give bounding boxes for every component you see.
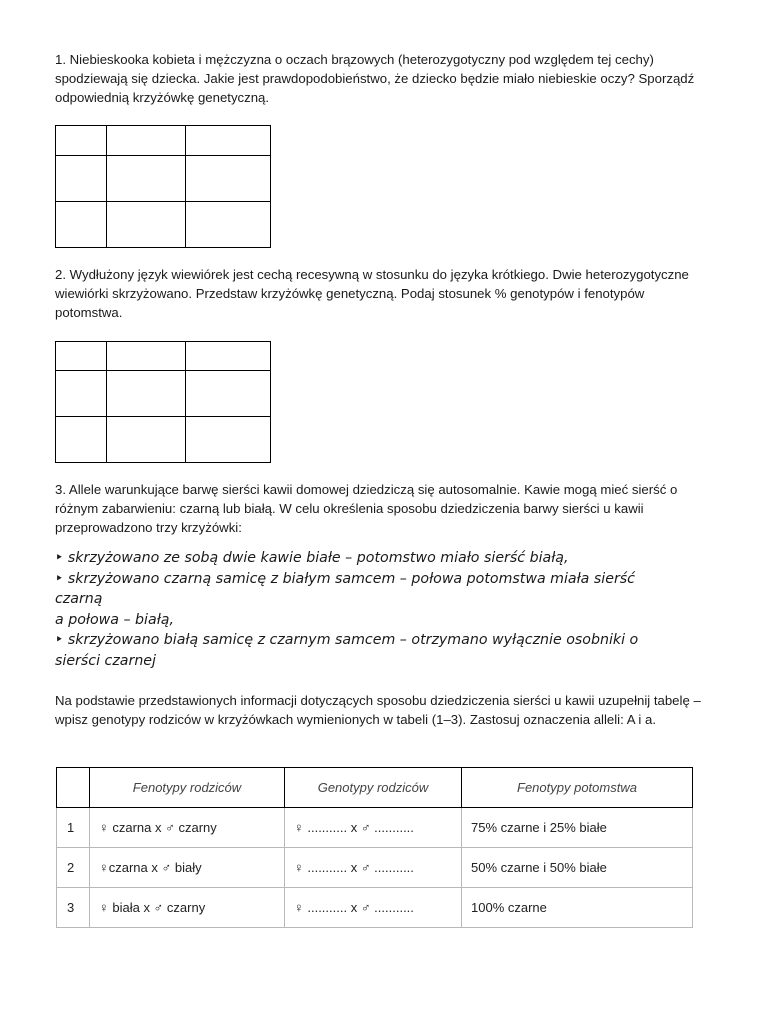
genotype-table bbox=[56, 767, 693, 928]
crossing-line: sierści czarnej bbox=[55, 652, 156, 669]
table-row: 1 ♀ czarna x ♂ czarny ♀ ........... x ♂ ........... 75% czarne i 25% białe bbox=[57, 808, 693, 848]
punnett-square-2 bbox=[55, 341, 271, 463]
crossing-line: ‣ skrzyżowano ze sobą dwie kawie białe – potomstwo miało sierść białą, bbox=[55, 550, 569, 566]
crossing-list bbox=[55, 548, 715, 671]
crossing-line: ‣ skrzyżowano czarną samicę z białym samcem – połowa potomstwa miała sierść bbox=[55, 570, 635, 587]
genotype-answer-field[interactable]: ♀ ........... x ♂ ........... bbox=[285, 888, 462, 928]
crossing-line: a połowa – białą, bbox=[55, 611, 174, 628]
genotype-answer-field[interactable]: ♀ ........... x ♂ ........... bbox=[285, 808, 462, 848]
header-phenotypes-offspring: Fenotypy potomstwa bbox=[462, 768, 693, 808]
question-3-instruction: Na podstawie przedstawionych informacji dotyczących sposobu dziedziczenia sierści u kawii uzupełnij tabelę – wpisz genotypy rodziców w krzyżówkach wymienionych w tabeli (1–3). Zastosuj oznaczenia alleli: A i a. bbox=[55, 693, 701, 727]
crossing-line: czarną bbox=[55, 591, 103, 607]
header-num bbox=[57, 768, 90, 808]
question-3-text: 3. Allele warunkujące barwę sierści kawii domowej dziedziczą się autosomalnie. Kawie mogą mieć sierść o różnym zabarwieniu: czarną lub białą. W celu określenia sposobu dziedziczenia barwy sierści u kawii przeprowadzono trzy krzyżówki: bbox=[55, 482, 678, 535]
genotype-answer-field[interactable]: ♀ ........... x ♂ ........... bbox=[285, 848, 462, 888]
crossing-line: ‣ skrzyżowano białą samicę z czarnym samcem – otrzymano wyłącznie osobniki o bbox=[55, 632, 639, 648]
punnett-square-1 bbox=[55, 125, 271, 248]
question-1-text: 1. Niebieskooka kobieta i mężczyzna o oczach brązowych (heterozygotyczny pod względem tej cechy) spodziewają się dziecka. Jakie jest prawdopodobieństwo, że dziecko będzie miało niebieskie oczy? Sporządź odpowiednią krzyżówkę genetyczną. bbox=[55, 52, 695, 105]
header-genotypes-parents: Genotypy rodziców bbox=[285, 768, 462, 808]
table-row: 3 ♀ biała x ♂ czarny ♀ ........... x ♂ ........... 100% czarne bbox=[57, 888, 693, 928]
header-phenotypes-parents: Fenotypy rodziców bbox=[90, 768, 285, 808]
table-row: 2 ♀czarna x ♂ biały ♀ ........... x ♂ ........... 50% czarne i 50% białe bbox=[57, 848, 693, 888]
question-2-text: 2. Wydłużony język wiewiórek jest cechą recesywną w stosunku do języka krótkiego. Dwie heterozygotyczne wiewiórki skrzyżowano. Przedstaw krzyżówkę genetyczną. Podaj stosunek % genotypów i fenotypów potomstwa. bbox=[55, 267, 689, 320]
